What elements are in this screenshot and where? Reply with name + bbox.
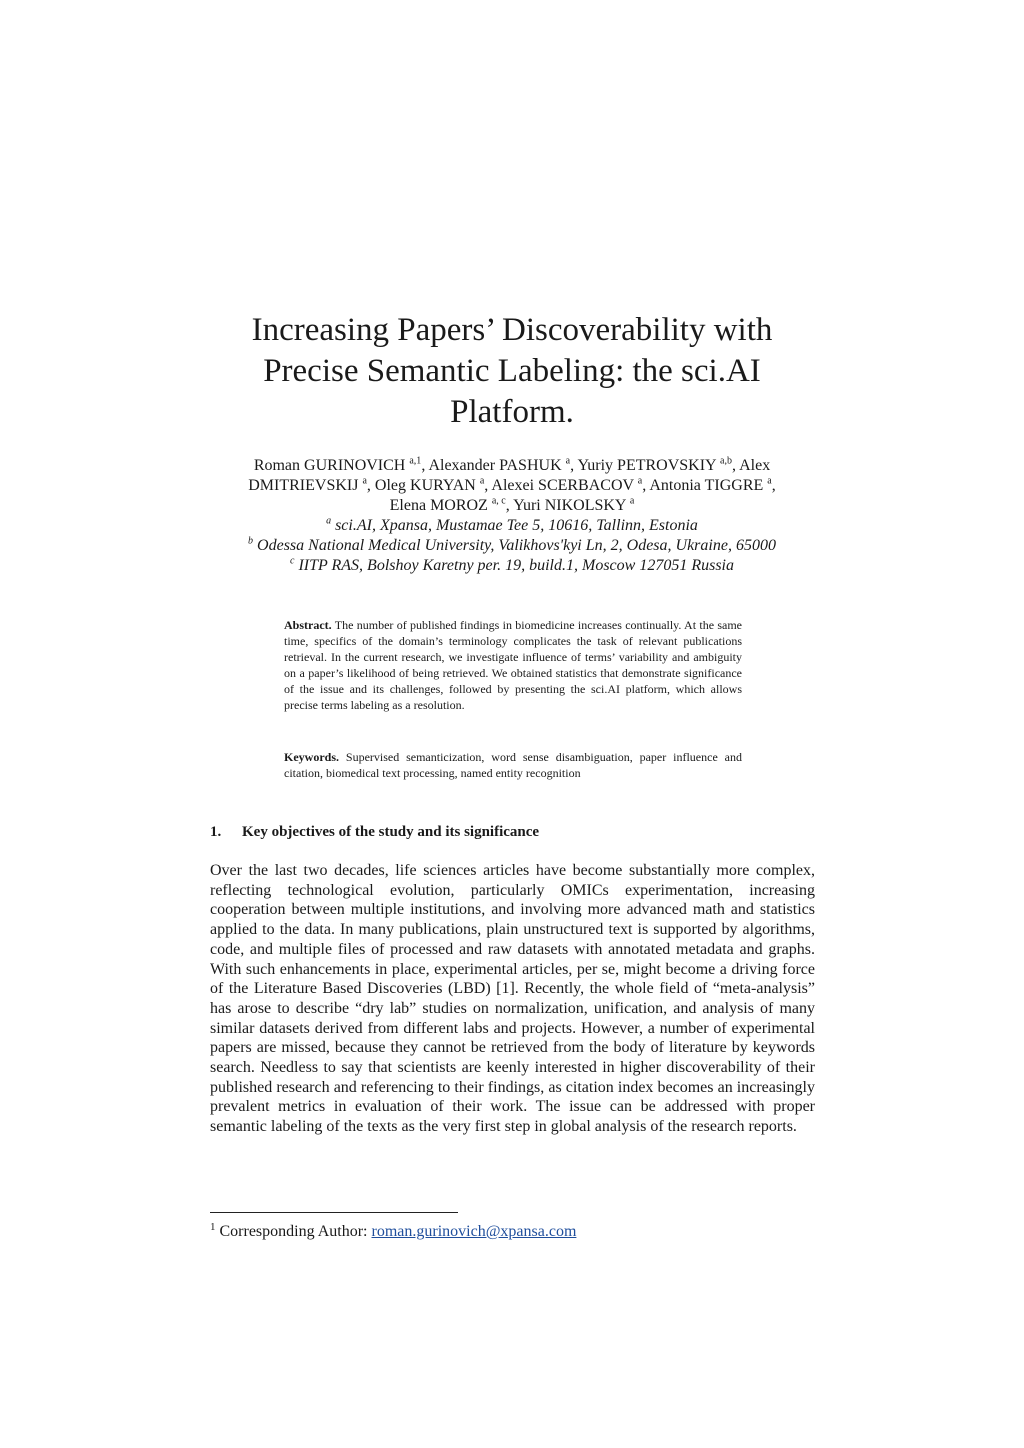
author-separator: , [771,477,776,494]
author-name: Oleg KURYAN [374,477,476,494]
abstract-label: Abstract. [284,618,332,632]
author-name: Roman GURINOVICH [253,457,406,474]
author-name: Yuri NIKOLSKY [513,497,626,514]
title-line: Precise Semantic Labeling: the sci.AI [263,353,761,389]
author-name: Yuriy PETROVSKIY [577,457,717,474]
author-separator: , [366,477,375,494]
footnote-divider [210,1212,458,1213]
author-name: Alexei SCERBACOV [491,477,634,494]
paper-title [200,310,824,433]
section-body: Over the last two decades, life sciences articles have become substantially more complex, reflecting technological evolution, particularly OMICs experimentation, increasing cooperation between multiple institutions, and involving more advanced math and statistics applied to the data. In many publications, plain unstructured text is supported by algorithms, code, and multiple files of processed and raw datasets with annotated metadata and graphs. With such enhancements in place, experimental articles, per se, might become a driving force of the Literature Based Discoveries (LBD) [1]. Recently, the whole field of “meta-analysis” has arose to describe “dry lab” studies on normalization, unification, and analysis of many similar datasets derived from different labs and projects. However, a number of experimental papers are missed, because they cannot be retrieved from the body of literature by keywords search. Needless to say that scientists are keenly interested in higher discoverability of their published research and referencing to their findings, as citation index becomes an increasingly prevalent metrics in evaluation of their work. The issue can be addressed with proper semantic labeling of the texts as the very first step in global analysis of the research reports. [210,862,815,1136]
author-line [180,496,844,516]
affiliation-marker: b [248,535,254,547]
affiliation-marker: c [290,555,295,567]
author-email-link[interactable]: roman.gurinovich@xpansa.com [371,1223,577,1240]
author-separator: , [570,457,578,474]
affiliation-text: Odessa National Medical University, Valikhovs'kyi Ln, 2, Odesa, Ukraine, 65000 [257,537,776,554]
author-separator: , Alex [731,457,771,474]
author-separator: , [505,497,514,514]
title-line: Platform. [450,394,574,430]
footnote [210,1222,576,1242]
keywords [284,749,742,781]
author-affil-marker: a, c [491,495,506,507]
section-heading [210,822,539,842]
keywords-text: Supervised semanticization, word sense disambiguation, paper influence and citation, biomedical text processing, named entity recognition [284,750,742,780]
author-name: Elena MOROZ [389,497,488,514]
author-name: DMITRIEVSKIJ [248,477,359,494]
author-line [180,456,844,476]
author-affil-marker: a [637,475,643,487]
author-affil-marker: a [479,475,485,487]
author-affil-marker: a [767,475,772,487]
author-affil-marker: a,1 [409,455,422,467]
section-title: Key objectives of the study and its significance [242,824,540,840]
author-separator: , [484,477,492,494]
author-affil-marker: a [565,455,571,467]
section-number: 1. [210,824,222,840]
affiliation-marker: a [326,515,332,527]
author-affil-marker: a [362,475,367,487]
author-line [180,476,844,496]
author-affil-marker: a,b [720,455,732,467]
author-name: Antonia TIGGRE [649,477,764,494]
abstract [284,617,742,713]
author-separator: , [642,477,650,494]
author-separator: , [421,457,429,474]
keywords-label: Keywords. [284,750,339,764]
footnote-marker: 1 [210,1220,216,1233]
author-name: Alexander PASHUK [428,457,562,474]
affiliation-text: sci.AI, Xpansa, Mustamae Tee 5, 10616, Tallinn, Estonia [335,517,698,534]
affiliation-item [180,556,844,576]
footnote-label: Corresponding Author: [219,1223,368,1240]
title-line: Increasing Papers’ Discoverability with [251,312,773,348]
author-list [180,456,844,516]
affiliation-item [180,516,844,536]
affiliation-list [180,516,844,576]
affiliation-item [180,536,844,556]
affiliation-text: IITP RAS, Bolshoy Karetny per. 19, build.1, Moscow 127051 Russia [298,557,734,574]
author-affil-marker: a [629,495,635,507]
abstract-text: The number of published findings in biomedicine increases continually. At the same time, specifics of the domain’s terminology complicates the task of relevant publications retrieval. In the current research, we investigate influence of terms’ variability and ambiguity on a paper’s likelihood of being retrieved. We obtained statistics that demonstrate significance of the issue and its challenges, followed by presenting the sci.AI platform, which allows precise terms labeling as a resolution. [284,618,742,712]
